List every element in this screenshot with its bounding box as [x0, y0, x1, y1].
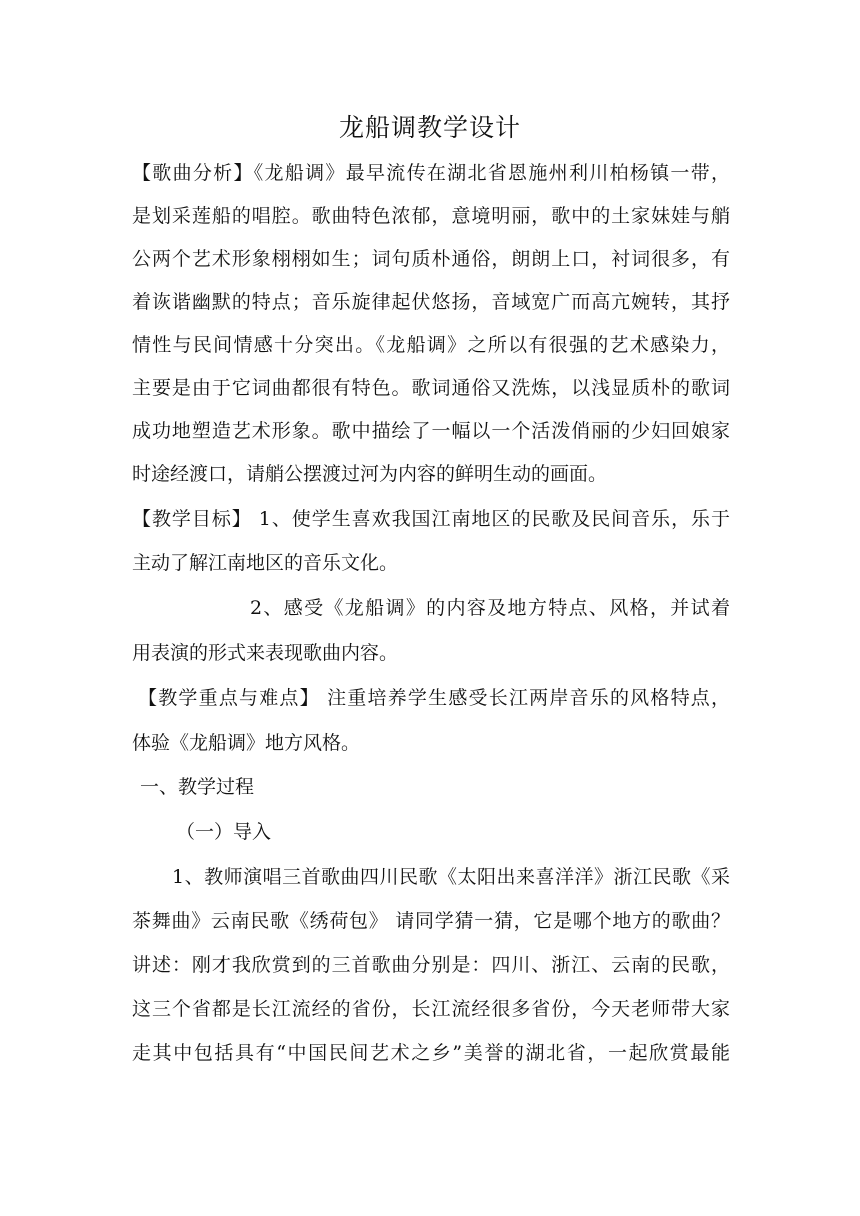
paragraph-song-analysis-line-7: 成功地塑造艺术形象。歌中描绘了一幅以一个活泼俏丽的少妇回娘家 — [132, 420, 730, 442]
paragraph-introduction-line-4: 这三个省都是长江流经的省份，长江流经很多省份，今天老师带大家 — [132, 998, 730, 1020]
paragraph-teaching-goals-line-3: 2、感受《龙船调》的内容及地方特点、风格，并试着 — [250, 597, 730, 619]
paragraph-song-analysis-line-6: 主要是由于它词曲都很有特色。歌词通俗又洗炼，以浅显质朴的歌词 — [132, 377, 730, 399]
paragraph-song-analysis-line-2: 是划采莲船的唱腔。歌曲特色浓郁，意境明丽，歌中的土家妹娃与艄 — [132, 205, 730, 227]
paragraph-teaching-goals-line-1: 【教学目标】 1、使学生喜欢我国江南地区的民歌及民间音乐，乐于 — [132, 508, 730, 530]
paragraph-introduction-line-2: 茶舞曲》云南民歌《绣荷包》 请同学猜一猜，它是哪个地方的歌曲？ — [132, 910, 730, 932]
paragraph-teaching-goals-line-4: 用表演的形式来表现歌曲内容。 — [132, 642, 399, 664]
document-title: 龙船调教学设计 — [338, 113, 521, 142]
paragraph-song-analysis-line-1: 【歌曲分析】《龙船调》最早流传在湖北省恩施州利川柏杨镇一带， — [132, 162, 730, 184]
paragraph-song-analysis-line-5: 情性与民间情感十分突出。《龙船调》之所以有很强的艺术感染力， — [132, 334, 730, 356]
paragraph-song-analysis-line-4: 着诙谐幽默的特点；音乐旋律起伏悠扬，音域宽广而高亢婉转，其抒 — [132, 291, 730, 313]
paragraph-introduction-line-3: 讲述：刚才我欣赏到的三首歌曲分别是：四川、浙江、云南的民歌， — [132, 954, 730, 976]
paragraph-song-analysis-line-8: 时途经渡口，请艄公摆渡过河为内容的鲜明生动的画面。 — [132, 463, 608, 485]
paragraph-key-points-line-2: 体验《龙船调》地方风格。 — [132, 732, 361, 754]
section-heading-teaching-process: 一、教学过程 — [140, 776, 255, 798]
paragraph-song-analysis-line-3: 公两个艺术形象栩栩如生；词句质朴通俗，朗朗上口，衬词很多，有 — [132, 248, 730, 270]
paragraph-teaching-goals-line-2: 主动了解江南地区的音乐文化。 — [132, 552, 399, 574]
paragraph-introduction-line-5: 走其中包括具有“中国民间艺术之乡”美誉的湖北省，一起欣赏最能 — [132, 1042, 730, 1064]
paragraph-key-points-line-1: 【教学重点与难点】 注重培养学生感受长江两岸音乐的风格特点， — [138, 687, 730, 709]
subsection-heading-introduction: （一）导入 — [176, 821, 272, 843]
paragraph-introduction-line-1: 1、教师演唱三首歌曲四川民歌《太阳出来喜洋洋》浙江民歌《采 — [172, 866, 730, 888]
